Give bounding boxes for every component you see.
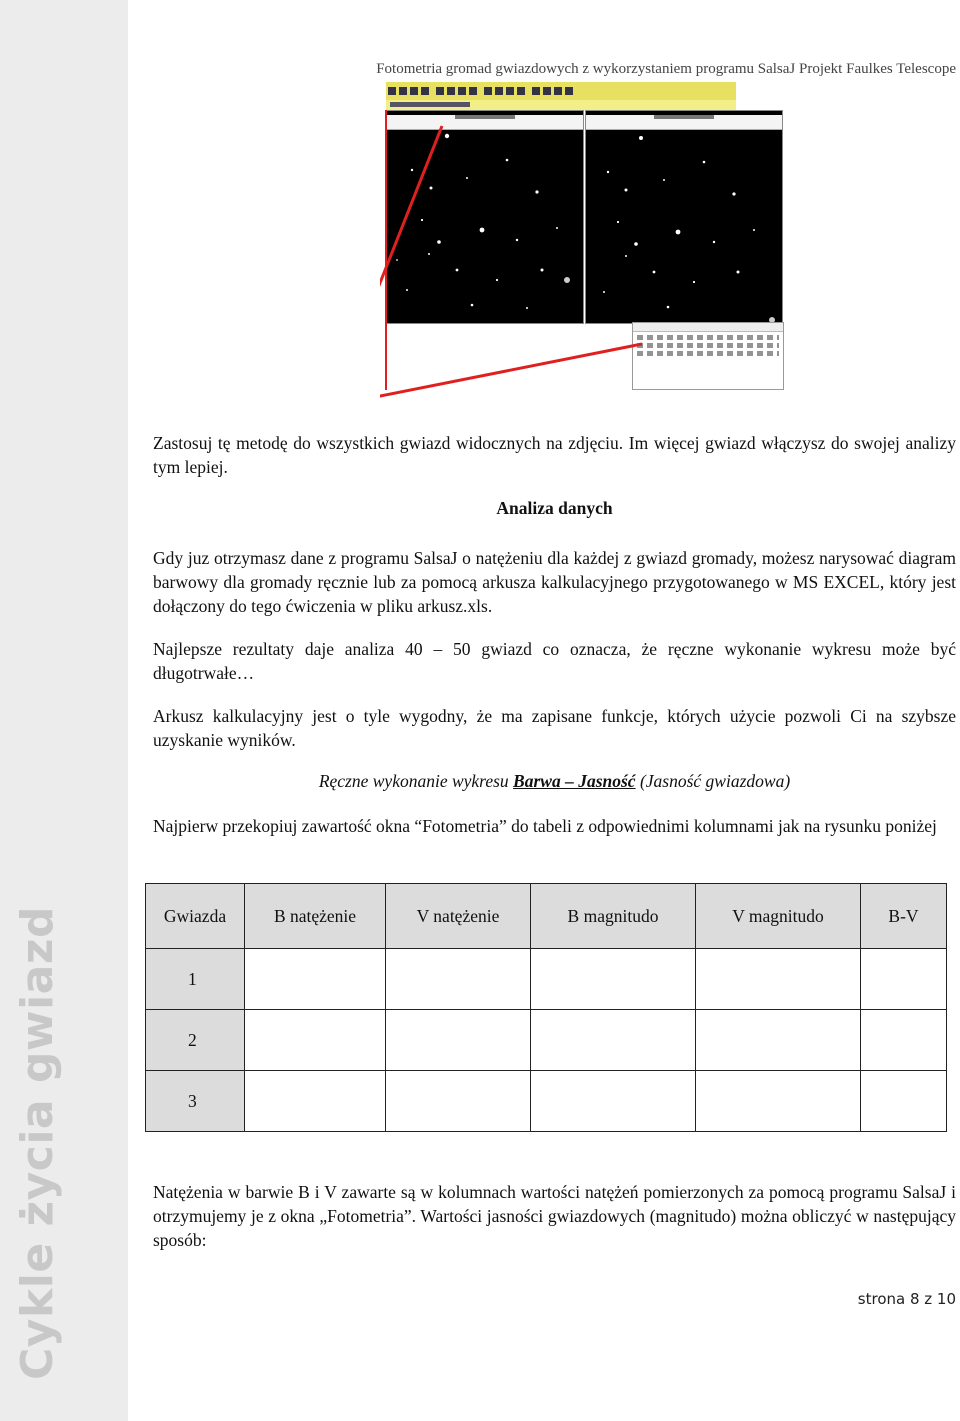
table-row <box>146 949 947 1010</box>
col-header-star: Gwiazda <box>146 884 245 949</box>
page-header: Fotometria gromad gwiazdowych z wykorzystaniem programu SalsaJ Projekt Faulkes Telescope <box>376 61 956 77</box>
section-heading: Analiza danych <box>496 498 613 518</box>
row-star-number: 3 <box>146 1071 245 1132</box>
col-header-v-magnitude: V magnitudo <box>696 884 861 949</box>
magnitude-table <box>145 883 947 1132</box>
subheading-manual-plot: Ręczne wykonanie wykresu Barwa – Jasność (Jasność gwiazdowa) <box>318 771 791 791</box>
col-header-b-intensity: B natężenie <box>245 884 386 949</box>
paragraph-best-results: Najlepsze rezultaty daje analiza 40 – 50 gwiazd co oznacza, że ręczne wykonanie wykresu może być długotrwałe… <box>153 639 956 683</box>
paragraph-intro: Zastosuj tę metodę do wszystkich gwiazd widocznych na zdjęciu. Im więcej gwiazd włączysz do swojej analizy tym lepiej. <box>153 433 956 477</box>
col-header-v-intensity: V natężenie <box>386 884 531 949</box>
paragraph-intensities: Natężenia w barwie B i V zawarte są w kolumnach wartości natężeń pomierzonych za pomocą programu SalsaJ i otrzymujemy je z okna „Fotometria”. Wartości jasności gwiazdowych (magnitudo) można obliczyć w następujący sposób: <box>153 1182 956 1250</box>
paragraph-copy-table: Najpierw przekopiuj zawartość okna “Fotometria” do tabeli z odpowiednimi kolumnami jak na rysunku poniżej <box>153 816 937 836</box>
sidebar-band <box>0 0 128 1421</box>
col-header-b-v: B-V <box>861 884 947 949</box>
paragraph-spreadsheet: Arkusz kalkulacyjny jest o tyle wygodny, że ma zapisane funkcje, których użycie pozwoli Ci na szybsze uzyskanie wyników. <box>153 706 956 750</box>
col-header-b-magnitude: B magnitudo <box>531 884 696 949</box>
sidebar-title: Cykle życia gwiazd <box>12 906 63 1380</box>
table-row <box>146 1071 947 1132</box>
paragraph-data-analysis: Gdy juz otrzymasz dane z programu SalsaJ o natężeniu dla każdej z gwiazd gromady, możesz narysować diagram barwowy dla gromady ręcznie lub za pomocą arkusza kalkulacyjnego przygotowanego w MS EXCEL, który jest dołączony do tego ćwiczenia w pliku arkusz.xls. <box>153 548 956 616</box>
salsaj-screenshot <box>380 82 784 412</box>
table-header-row <box>146 884 947 949</box>
row-star-number: 1 <box>146 949 245 1010</box>
annotation-lines <box>380 82 784 412</box>
table-row <box>146 1010 947 1071</box>
row-star-number: 2 <box>146 1010 245 1071</box>
page-number: strona 8 z 10 <box>857 1290 956 1308</box>
